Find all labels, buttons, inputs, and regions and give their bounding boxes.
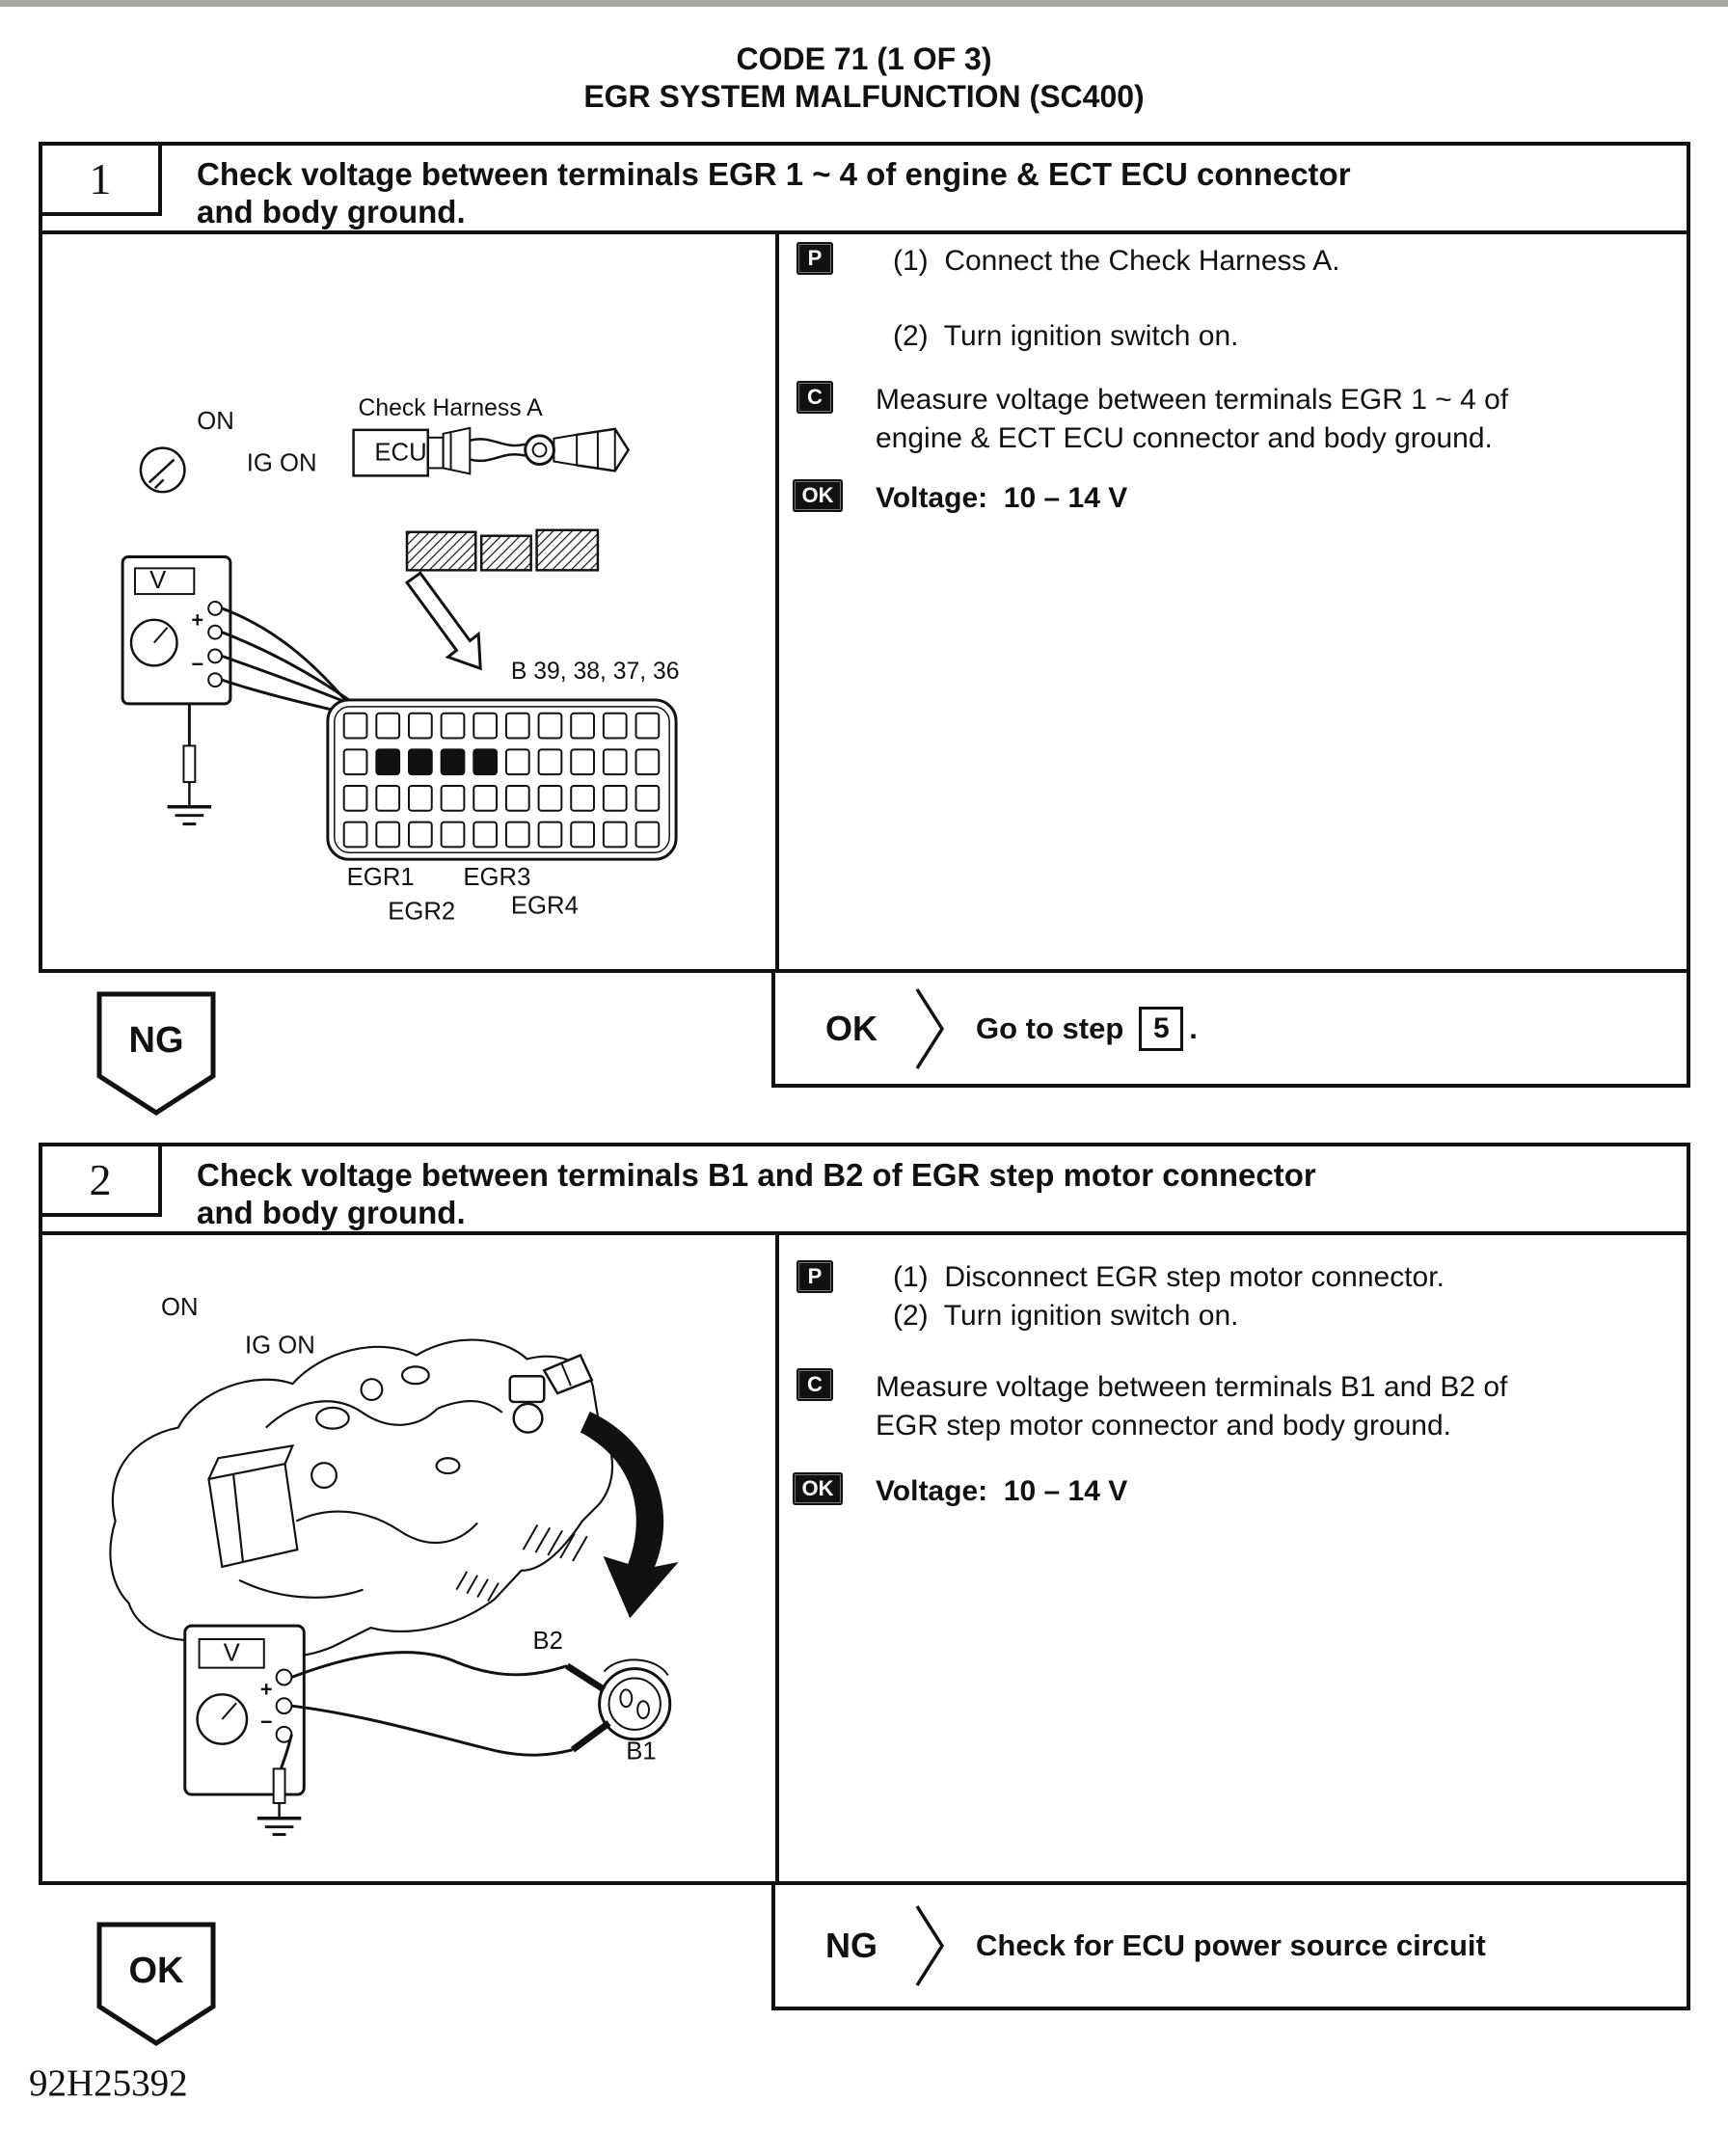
step-2-ok-branch [96,1922,216,2047]
ignition-key-icon [141,448,185,493]
step-1-box [39,142,1690,973]
spec-text: Voltage: 10 – 14 V [876,482,1128,514]
result-suffix: . [1189,1011,1198,1045]
terminal-b2-label: B2 [532,1627,563,1655]
ignition-on-label: ON [161,1294,199,1322]
figure-number: 92H25392 [29,2062,188,2104]
prepare-badge: P [796,1260,833,1293]
probe-b2 [567,1666,605,1690]
plus-terminal-label: + [191,607,204,633]
step-1-diagram [42,234,773,969]
ok-badge: OK [793,1472,843,1505]
minus-terminal-label: − [259,1709,273,1734]
result-ok-label: OK [825,1008,878,1048]
page-title-line1: CODE 71 (1 OF 3) [736,41,992,76]
step-2-number [39,1143,162,1217]
check-badge: C [796,1368,833,1401]
step-number-text: 2 [89,1155,112,1204]
step-2-diagram [42,1235,773,1881]
result-action-text: Check for ECU power source circuit [976,1928,1486,1962]
prepare-line-2: (2) Turn ignition switch on. [893,1300,1239,1332]
ignition-on-label: ON [197,407,234,435]
check-badge: C [796,381,833,414]
result-ng-label: NG [825,1926,878,1965]
step-2-title: Check voltage between terminals B1 and B2 of EGR step motor connector and body ground. [197,1157,1316,1230]
check-harness-label: Check Harness A [358,395,543,422]
step-1-title: Check voltage between terminals EGR 1 ~ 4 of engine & ECT ECU connector and body ground. [197,156,1351,229]
ignition-ig-on-label: IG ON [246,449,317,477]
prepare-line-1: (1) Connect the Check Harness A. [893,245,1340,277]
step-1-result [771,969,1690,1088]
probe-b1 [573,1723,609,1750]
test-lead-wires [291,1653,573,1756]
voltmeter [122,556,230,703]
ecu-label: ECU [374,439,427,467]
voltmeter-display-label: V [223,1639,240,1667]
page-title [0,40,1728,116]
curved-arrow-icon [580,1412,679,1618]
voltmeter-display-label: V [149,567,167,595]
step-2-result [771,1881,1690,2010]
chevron-right-icon [914,1903,947,1988]
step-number-text: 1 [89,154,112,203]
ground-symbol [168,704,212,824]
terminal-egr1-label: EGR1 [346,863,415,891]
step-1-instructions [779,230,1687,969]
step-1-number [39,142,162,216]
ok-badge: OK [793,479,843,512]
step-2-box [39,1143,1690,1885]
prepare-badge: P [796,242,833,275]
step-2-instructions [779,1231,1687,1881]
check-text: Measure voltage between terminals B1 and B2 of EGR step motor connector and body ground. [876,1371,1516,1442]
voltmeter [185,1626,305,1794]
ignition-ig-on-label: IG ON [245,1332,315,1360]
terminal-b1-label: B1 [626,1738,657,1765]
result-action-text: Go to step [976,1011,1124,1045]
motion-hatch-marks [456,1524,586,1601]
pin-numbers-label: B 39, 38, 37, 36 [510,659,680,686]
branch-ng-label: NG [128,1020,184,1061]
step-motor-connector [600,1659,670,1738]
step-2-diagram-svg [42,1235,773,1881]
egr-step-motor [510,1356,592,1433]
prepare-line-1: (1) Disconnect EGR step motor connector. [893,1261,1444,1293]
pointer-arrow-icon [407,573,480,668]
step-1-diagram-svg [42,234,773,969]
harness-connector-blocks [407,530,598,571]
check-text: Measure voltage between terminals EGR 1 ~ 4 of engine & ECT ECU connector and body ground. [876,384,1517,454]
step-1-ng-branch [96,991,216,1117]
minus-terminal-label: − [191,652,204,677]
branch-ok-label: OK [128,1951,184,1991]
scan-artifact-strip [0,0,1728,7]
chevron-right-icon [914,986,947,1071]
terminal-egr4-label: EGR4 [510,892,579,920]
prepare-line-2: (2) Turn ignition switch on. [893,320,1239,352]
step-reference-box: 5 [1139,1007,1183,1051]
plus-terminal-label: + [259,1677,273,1702]
terminal-egr2-label: EGR2 [388,898,456,926]
page-title-line2: EGR SYSTEM MALFUNCTION (SC400) [583,79,1145,114]
spec-text: Voltage: 10 – 14 V [876,1475,1128,1507]
terminal-egr3-label: EGR3 [463,863,531,891]
